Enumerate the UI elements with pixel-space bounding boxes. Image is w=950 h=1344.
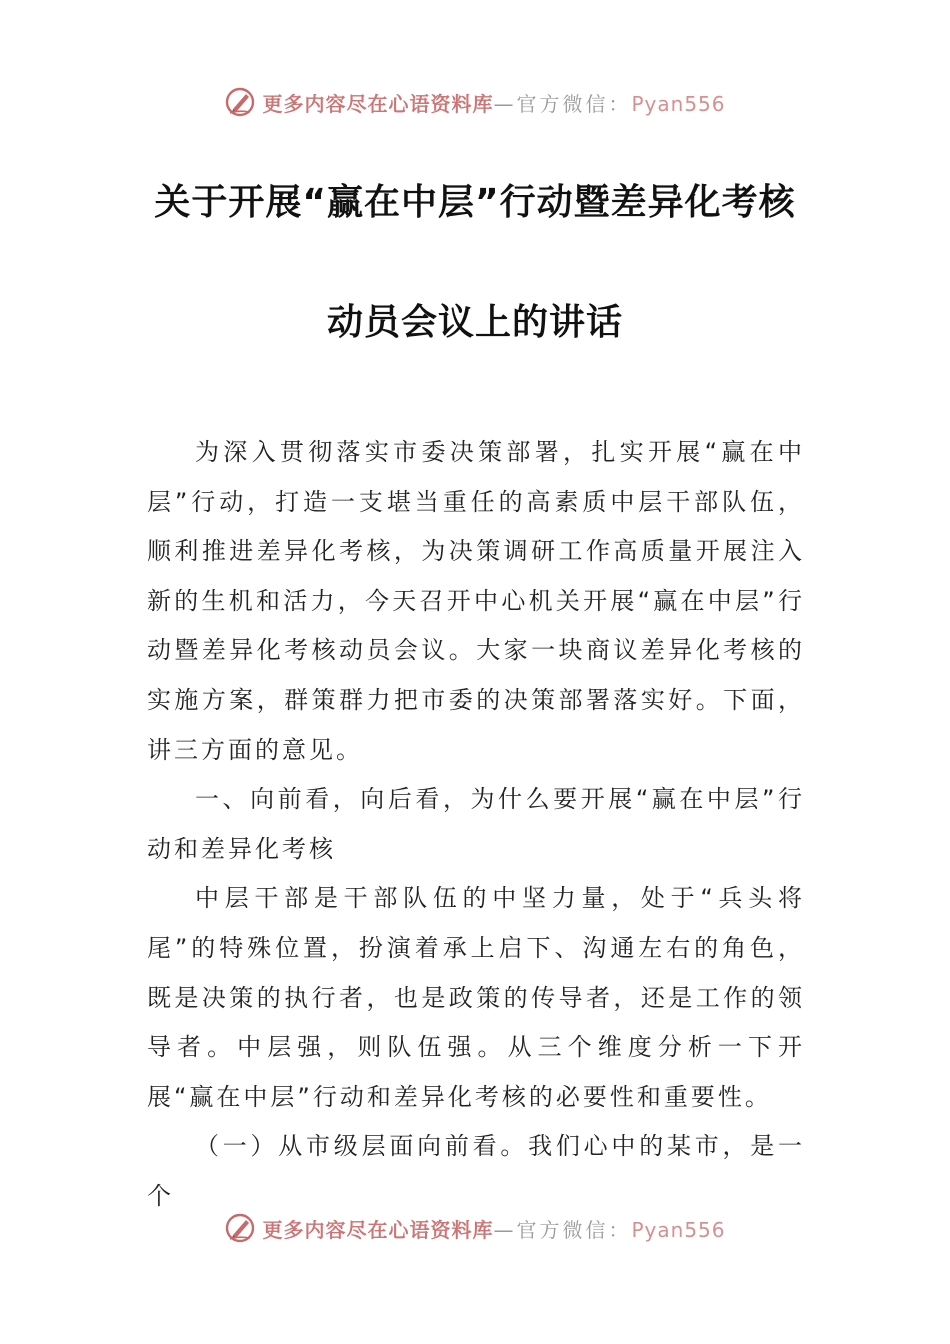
document-title-line1: 关于开展“赢在中层”行动暨差异化考核 [154, 182, 796, 223]
paragraph-section-one-heading: 一、向前看，向后看，为什么要开展“赢在中层”行动和差异化考核 [147, 785, 805, 863]
header-watermark-text [262, 88, 725, 117]
footer-wechat-label: 官方微信： [516, 1217, 632, 1242]
header-separator: — [493, 91, 517, 116]
paragraph-middle-cadres: 中层干部是干部队伍的中坚力量，处于“兵头将尾”的特殊位置，扮演着承上启下、沟通左右的角色，既是决策的执行者，也是政策的传导者，还是工作的领导者。中层强，则队伍强。从三个维度分析一下开展“赢在中层”行动和差异化考核的必要性和重要性。 [147, 884, 805, 1111]
pen-logo-icon [224, 1212, 256, 1244]
footer-watermark-banner [0, 1208, 950, 1248]
paragraph-intro: 为深入贯彻落实市委决策部署，扎实开展“赢在中层”行动，打造一支堪当重任的高素质中层干部队伍，顺利推进差异化考核，为决策调研工作高质量开展注入新的生机和活力，今天召开中心机关开展“赢在中层”行动暨差异化考核动员会议。大家一块商议差异化考核的实施方案，群策群力把市委的决策部署落实好。下面，讲三方面的意见。 [147, 438, 805, 764]
footer-brand: 更多内容尽在心语资料库 [262, 1217, 494, 1242]
document-body [147, 428, 805, 1222]
header-wechat-label: 官方微信： [516, 91, 632, 116]
footer-separator: — [493, 1217, 517, 1242]
footer-watermark-text [262, 1214, 725, 1243]
header-brand: 更多内容尽在心语资料库 [262, 91, 494, 116]
header-wechat-id: Pyan556 [631, 91, 726, 116]
footer-wechat-id: Pyan556 [631, 1217, 726, 1242]
document-title-line2: 动员会议上的讲话 [326, 302, 623, 343]
header-watermark-banner [0, 82, 950, 122]
pen-logo-icon [224, 86, 256, 118]
paragraph-subsection-one: （一）从市级层面向前看。我们心中的某市，是一个 [147, 1132, 805, 1210]
